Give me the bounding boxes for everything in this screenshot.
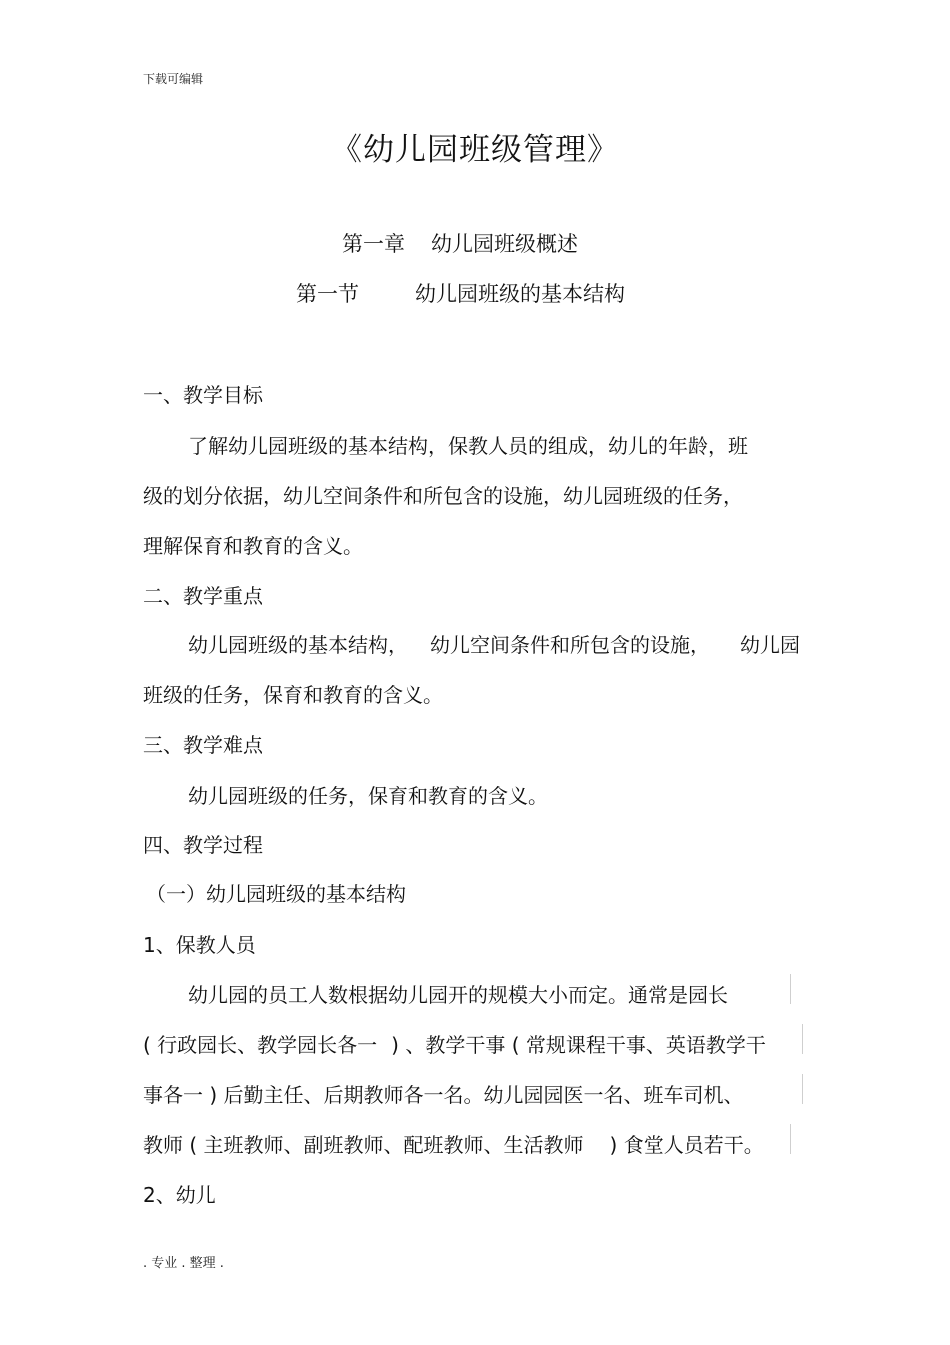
staff-line-4-part-b: ) 食堂人员若干。 — [609, 1133, 764, 1157]
chapter-label: 第一章 — [342, 232, 405, 256]
margin-mark — [802, 1024, 803, 1054]
item-children: 2、幼儿 — [143, 1183, 216, 1207]
paragraph-focus-line-2: 班级的任务，保育和教育的含义。 — [143, 683, 443, 707]
staff-line-2-part-a: ( 行政园长、教学园长各一 — [143, 1033, 378, 1057]
focus-part-a: 幼儿园班级的基本结构， — [188, 633, 408, 657]
focus-part-b: 幼儿空间条件和所包含的设施， — [430, 633, 710, 657]
margin-mark — [802, 1074, 803, 1104]
paragraph-goals-line-1: 了解幼儿园班级的基本结构，保教人员的组成，幼儿的年龄，班 — [188, 434, 748, 458]
paragraph-staff-line-2 — [143, 1029, 766, 1058]
section-heading — [296, 278, 625, 308]
heading-teaching-difficulty: 三、教学难点 — [143, 733, 263, 757]
heading-teaching-goals: 一、教学目标 — [143, 383, 263, 407]
header-note: 下载可编辑 — [143, 72, 204, 86]
paragraph-staff-line-4 — [143, 1129, 764, 1158]
focus-part-c: 幼儿园 — [740, 633, 800, 657]
paragraph-staff-line-3: 事各一 ) 后勤主任、后期教师各一名。幼儿园园医一名、班车司机、 — [143, 1083, 744, 1107]
paragraph-difficulty-line-1: 幼儿园班级的任务，保育和教育的含义。 — [188, 784, 548, 808]
subheading-basic-structure: （一）幼儿园班级的基本结构 — [146, 882, 406, 906]
footer-note: . 专业 . 整理 . — [143, 1256, 224, 1271]
heading-teaching-focus: 二、教学重点 — [143, 584, 263, 608]
heading-teaching-process: 四、教学过程 — [143, 833, 263, 857]
chapter-heading — [342, 228, 578, 258]
staff-line-2-part-b: ) 、教学干事 ( 常规课程干事、英语教学干 — [391, 1033, 766, 1057]
item-staff: 1、保教人员 — [143, 933, 256, 957]
section-name: 幼儿园班级的基本结构 — [415, 282, 625, 306]
paragraph-goals-line-3: 理解保育和教育的含义。 — [143, 534, 363, 558]
section-label: 第一节 — [296, 282, 359, 306]
margin-mark — [790, 974, 791, 1004]
staff-line-4-part-a: 教师 ( 主班教师、副班教师、配班教师、生活教师 — [143, 1133, 584, 1157]
document-title: 《幼儿园班级管理》 — [331, 132, 619, 168]
margin-mark — [790, 1124, 791, 1154]
paragraph-goals-line-2: 级的划分依据，幼儿空间条件和所包含的设施，幼儿园班级的任务， — [143, 484, 743, 508]
chapter-name: 幼儿园班级概述 — [431, 232, 578, 256]
paragraph-focus-line-1 — [188, 629, 800, 658]
paragraph-staff-line-1: 幼儿园的员工人数根据幼儿园开的规模大小而定。通常是园长 — [188, 983, 728, 1007]
